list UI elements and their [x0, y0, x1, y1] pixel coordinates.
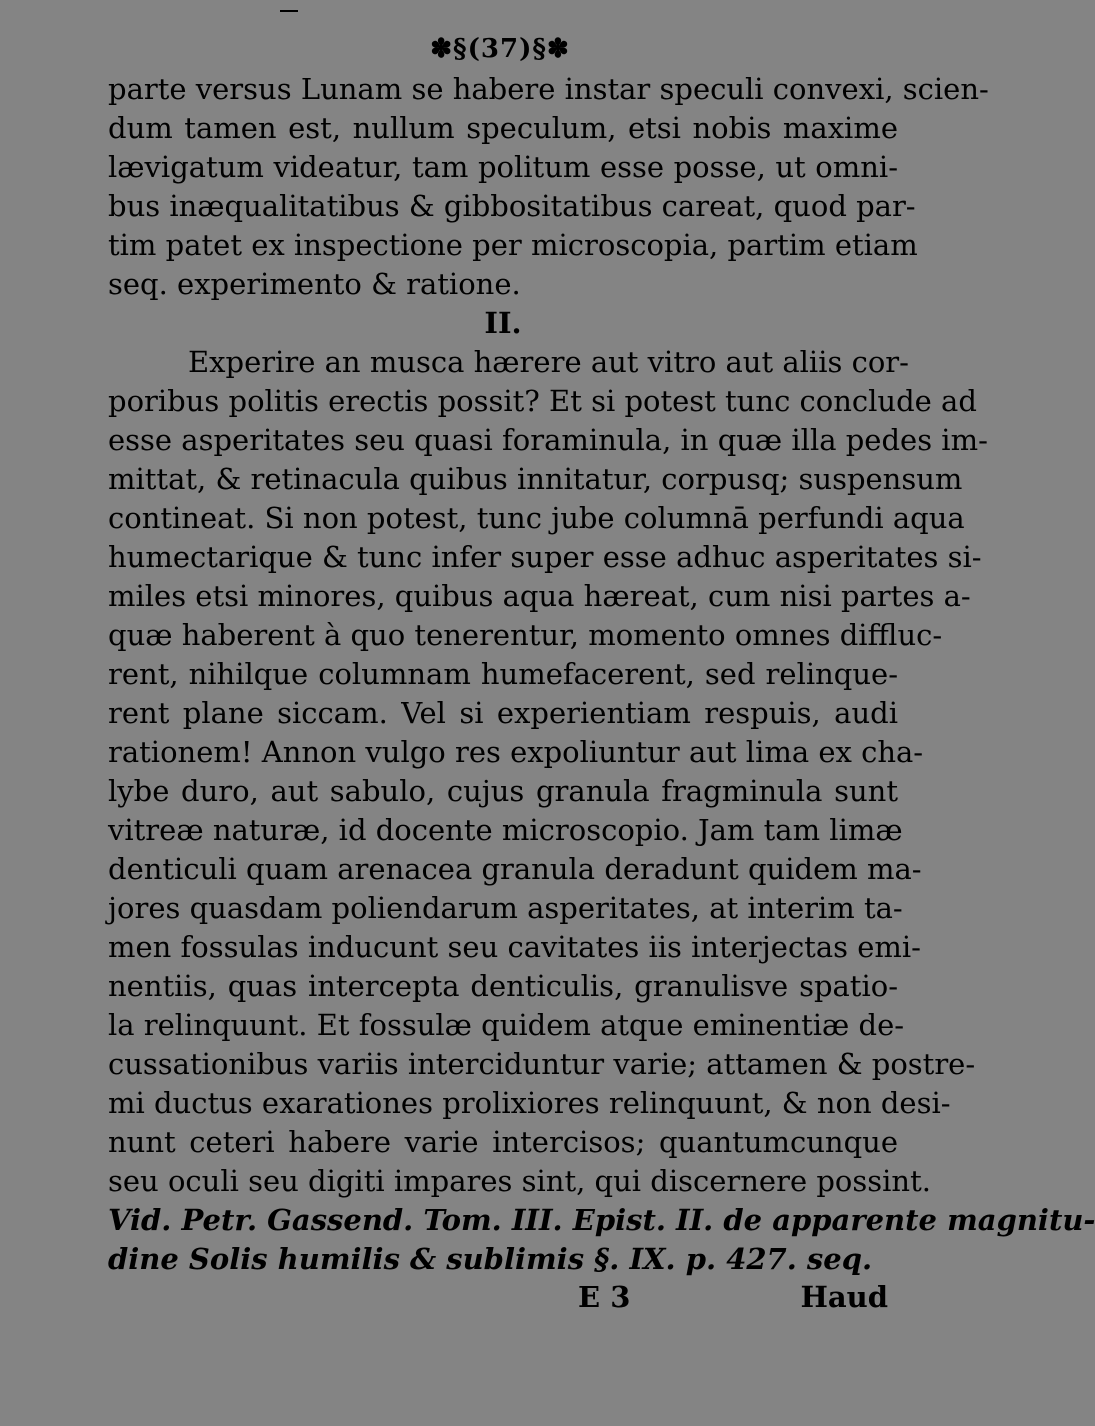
text-line: jores quasdam poliendarum asperitates, at interim ta- — [108, 891, 903, 925]
text-line: tim patet ex inspectione per microscopia, partim etiam — [108, 228, 918, 262]
text-line: rationem! Annon vulgo res expoliuntur aut lima ex cha- — [108, 735, 924, 769]
citation-line: Vid. Petr. Gassend. Tom. III. Epist. II. de apparente magnitu- — [108, 1203, 1095, 1237]
text-line: seq. experimento & ratione. — [108, 267, 521, 301]
page-body — [108, 70, 1095, 1279]
text-line: men fossulas inducunt seu cavitates iis interjectas emi- — [108, 930, 921, 964]
catchword: Haud — [800, 1280, 888, 1314]
text-line: cussationibus variis interciduntur varie; attamen & postre- — [108, 1047, 976, 1081]
top-rule-mark — [280, 10, 298, 12]
text-line: bus inæqualitatibus & gibbositatibus careat, quod par- — [108, 189, 916, 223]
text-line: contineat. Si non potest, tunc jube columnā perfundi aqua — [108, 501, 965, 535]
text-line: parte versus Lunam se habere instar speculi convexi, scien- — [108, 72, 989, 106]
text-line: nentiis, quas intercepta denticulis, granulisve spatio- — [108, 969, 898, 1003]
text-line: rent plane siccam. Vel si experientiam respuis, audi — [108, 696, 898, 730]
text-line: dum tamen est, nullum speculum, etsi nobis maxime — [108, 111, 898, 145]
text-line: vitreæ naturæ, id docente microscopio. Jam tam limæ — [108, 813, 903, 847]
text-line: miles etsi minores, quibus aqua hæreat, cum nisi partes a- — [108, 579, 971, 613]
section-number: II. — [484, 306, 522, 340]
text-line: humectarique & tunc infer super esse adhuc asperitates si- — [108, 540, 982, 574]
text-line: quæ haberent à quo tenerentur, momento omnes diffluc- — [108, 618, 943, 652]
text-line: lybe duro, aut sabulo, cujus granula fragminula sunt — [108, 774, 898, 808]
text-line: denticuli quam arenacea granula deradunt quidem ma- — [108, 852, 922, 886]
citation-line: dine Solis humilis & sublimis §. IX. p. 427. seq. — [108, 1242, 873, 1276]
text-line: mittat, & retinacula quibus innitatur, corpusq; suspensum — [108, 462, 963, 496]
text-line: rent, nihilque columnam humefacerent, sed relinque- — [108, 657, 898, 691]
text-line: poribus politis erectis possit? Et si potest tunc conclude ad — [108, 384, 977, 418]
text-line: nunt ceteri habere varie intercisos; quantumcunque — [108, 1125, 898, 1159]
text-line: Experire an musca hærere aut vitro aut aliis cor- — [188, 345, 909, 379]
page-header: ✽§(37)§✽ — [430, 34, 570, 64]
text-line: lævigatum videatur, tam politum esse posse, ut omni- — [108, 150, 898, 184]
text-line: esse asperitates seu quasi foraminula, in quæ illa pedes im- — [108, 423, 988, 457]
signature-mark: E 3 — [578, 1280, 631, 1314]
page-footer — [108, 1280, 888, 1320]
text-line: mi ductus exarationes prolixiores relinquunt, & non desi- — [108, 1086, 951, 1120]
text-line: la relinquunt. Et fossulæ quidem atque eminentiæ de- — [108, 1008, 905, 1042]
text-line: seu oculi seu digiti impares sint, qui discernere possint. — [108, 1164, 931, 1198]
